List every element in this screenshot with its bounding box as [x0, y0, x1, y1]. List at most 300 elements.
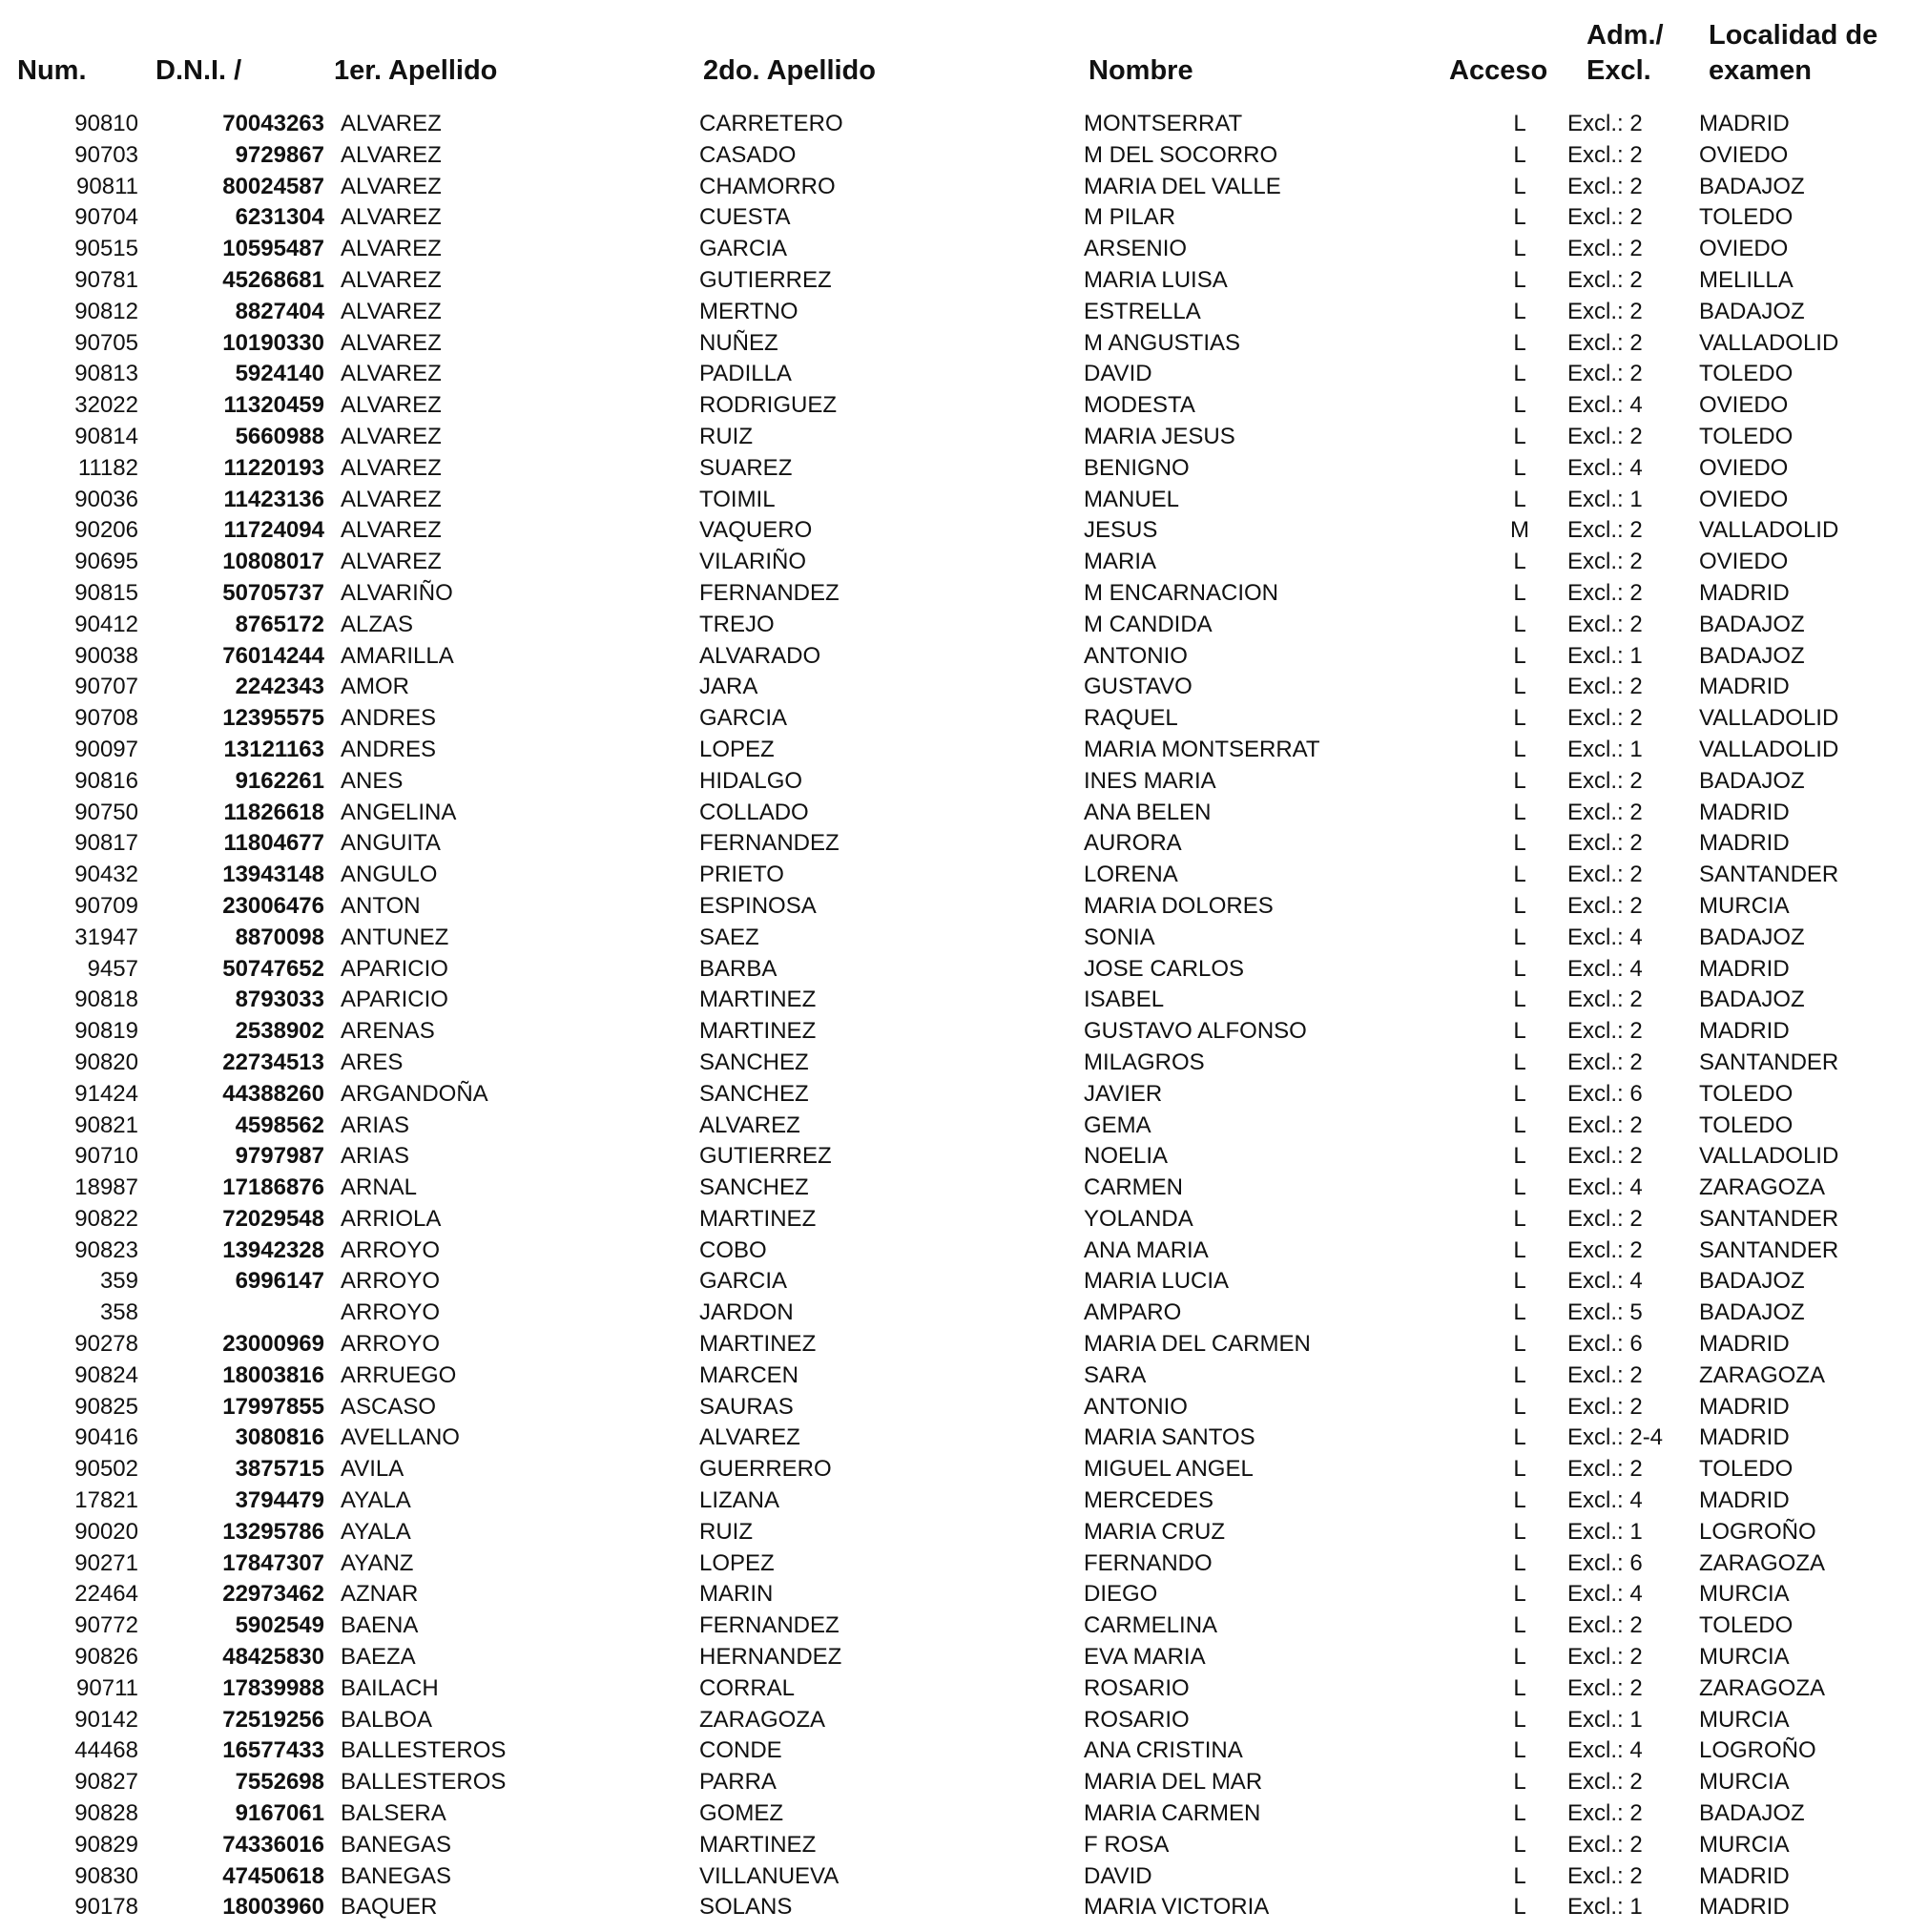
cell-adm-excl: Excl.: 2: [1567, 674, 1643, 700]
cell-apellido2: CHAMORRO: [699, 173, 836, 199]
cell-nombre: M ENCARNACION: [1084, 579, 1279, 606]
cell-acceso: L: [1513, 1361, 1526, 1388]
cell-localidad: OVIEDO: [1699, 392, 1789, 419]
cell-acceso: L: [1513, 298, 1526, 324]
cell-apellido1: ALVAREZ: [341, 423, 442, 449]
cell-nombre: ESTRELLA: [1084, 298, 1201, 324]
cell-apellido2: RODRIGUEZ: [699, 392, 837, 419]
cell-apellido1: ALVAREZ: [341, 454, 442, 481]
cell-apellido1: ASCASO: [341, 1393, 437, 1420]
cell-adm-excl: Excl.: 2: [1567, 1831, 1643, 1858]
cell-apellido1: ALVAREZ: [341, 111, 442, 136]
cell-apellido2: PRIETO: [699, 862, 784, 888]
cell-dni: 9729867: [235, 141, 324, 168]
table-row: [0, 923, 1908, 954]
cell-nombre: MERCEDES: [1084, 1487, 1214, 1514]
cell-apellido1: ARENAS: [341, 1018, 435, 1045]
table-row: [0, 1830, 1908, 1861]
cell-apellido2: GARCIA: [699, 1268, 788, 1295]
cell-num: 90703: [74, 141, 138, 168]
cell-dni: 47450618: [222, 1862, 324, 1889]
cell-acceso: L: [1513, 1143, 1526, 1170]
cell-acceso: L: [1513, 674, 1526, 700]
cell-apellido1: ALVAREZ: [341, 266, 442, 293]
cell-nombre: SARA: [1084, 1361, 1147, 1388]
cell-localidad: BADAJOZ: [1699, 1800, 1805, 1827]
table-row: [0, 202, 1908, 234]
cell-num: 90206: [74, 517, 138, 544]
cell-acceso: L: [1513, 111, 1526, 136]
cell-apellido1: ALVAREZ: [341, 204, 442, 231]
cell-nombre: MARIA DOLORES: [1084, 892, 1274, 919]
cell-apellido1: ARNAL: [341, 1174, 418, 1201]
cell-apellido1: ARROYO: [341, 1331, 441, 1358]
cell-nombre: AURORA: [1084, 830, 1182, 857]
cell-apellido2: VILLANUEVA: [699, 1862, 840, 1889]
cell-apellido2: FERNANDEZ: [699, 830, 840, 857]
cell-adm-excl: Excl.: 2: [1567, 892, 1643, 919]
cell-nombre: JOSE CARLOS: [1084, 955, 1245, 982]
cell-acceso: L: [1513, 549, 1526, 575]
cell-acceso: L: [1513, 1800, 1526, 1827]
cell-dni: 13942328: [222, 1236, 324, 1263]
cell-nombre: CARMEN: [1084, 1174, 1184, 1201]
table-row: [0, 1485, 1908, 1517]
cell-localidad: VALLADOLID: [1699, 1143, 1839, 1170]
table-row: [0, 515, 1908, 547]
cell-apellido1: ANDRES: [341, 705, 437, 732]
table-row: [0, 1173, 1908, 1204]
cell-localidad: MURCIA: [1699, 1769, 1790, 1796]
cell-dni: 9167061: [235, 1800, 324, 1827]
cell-nombre: EVA MARIA: [1084, 1644, 1206, 1671]
cell-nombre: ANA BELEN: [1084, 799, 1212, 825]
cell-num: 90820: [74, 1049, 138, 1075]
table-row: [0, 1361, 1908, 1392]
cell-adm-excl: Excl.: 1: [1567, 1894, 1643, 1921]
cell-adm-excl: Excl.: 4: [1567, 924, 1643, 950]
cell-localidad: BADAJOZ: [1699, 767, 1805, 794]
cell-nombre: MONTSERRAT: [1084, 111, 1243, 136]
cell-localidad: MADRID: [1699, 1894, 1790, 1921]
cell-apellido2: SUAREZ: [699, 454, 793, 481]
cell-acceso: L: [1513, 1331, 1526, 1358]
cell-num: 18987: [74, 1174, 138, 1201]
cell-nombre: AMPARO: [1084, 1299, 1182, 1326]
cell-num: 358: [99, 1299, 138, 1326]
cell-nombre: M CANDIDA: [1084, 611, 1213, 637]
cell-num: 90707: [74, 674, 138, 700]
cell-apellido1: BALSERA: [341, 1800, 446, 1827]
cell-dni: 13295786: [222, 1518, 324, 1545]
cell-acceso: L: [1513, 329, 1526, 356]
table-row: [0, 985, 1908, 1016]
cell-num: 17821: [74, 1487, 138, 1514]
cell-localidad: SANTANDER: [1699, 1049, 1839, 1075]
cell-dni: 72519256: [222, 1706, 324, 1733]
cell-acceso: L: [1513, 173, 1526, 199]
cell-apellido1: AVILA: [341, 1456, 404, 1483]
cell-apellido2: MARTINEZ: [699, 1205, 817, 1232]
cell-localidad: SANTANDER: [1699, 1205, 1839, 1232]
cell-num: 31947: [74, 924, 138, 950]
cell-acceso: L: [1513, 611, 1526, 637]
cell-adm-excl: Excl.: 2: [1567, 1644, 1643, 1671]
cell-dni: 22734513: [222, 1049, 324, 1075]
cell-num: 90750: [74, 799, 138, 825]
cell-localidad: MADRID: [1699, 1862, 1790, 1889]
cell-acceso: L: [1513, 486, 1526, 512]
cell-acceso: L: [1513, 767, 1526, 794]
cell-num: 90826: [74, 1644, 138, 1671]
cell-num: 44468: [74, 1737, 138, 1764]
cell-num: 22464: [74, 1581, 138, 1608]
cell-localidad: VALLADOLID: [1699, 736, 1839, 762]
cell-apellido2: GOMEZ: [699, 1800, 783, 1827]
header-nombre: Nombre: [1089, 55, 1193, 86]
table-row: [0, 1454, 1908, 1485]
cell-nombre: M DEL SOCORRO: [1084, 141, 1278, 168]
cell-dni: 6996147: [235, 1268, 324, 1295]
cell-num: 359: [99, 1268, 138, 1295]
cell-adm-excl: Excl.: 2: [1567, 1143, 1643, 1170]
cell-apellido1: ALVAREZ: [341, 486, 442, 512]
cell-apellido2: SAEZ: [699, 924, 759, 950]
table-row: [0, 1548, 1908, 1580]
cell-apellido2: TREJO: [699, 611, 775, 637]
cell-dni: 3875715: [235, 1456, 324, 1483]
cell-nombre: MODESTA: [1084, 392, 1195, 419]
cell-localidad: MELILLA: [1699, 266, 1794, 293]
cell-nombre: FERNANDO: [1084, 1549, 1213, 1576]
cell-adm-excl: Excl.: 2: [1567, 329, 1643, 356]
cell-adm-excl: Excl.: 6: [1567, 1080, 1643, 1107]
cell-num: 90695: [74, 549, 138, 575]
cell-num: 90432: [74, 862, 138, 888]
cell-num: 90822: [74, 1205, 138, 1232]
cell-num: 91424: [74, 1080, 138, 1107]
cell-adm-excl: Excl.: 2: [1567, 579, 1643, 606]
cell-nombre: BENIGNO: [1084, 454, 1190, 481]
cell-apellido2: LOPEZ: [699, 1549, 775, 1576]
cell-apellido2: SOLANS: [699, 1894, 793, 1921]
cell-dni: 11320459: [223, 392, 324, 419]
cell-apellido2: RUIZ: [699, 423, 753, 449]
header-apellido2: 2do. Apellido: [703, 55, 876, 86]
cell-apellido1: AVELLANO: [341, 1424, 460, 1451]
cell-localidad: TOLEDO: [1699, 204, 1794, 231]
cell-acceso: L: [1513, 1549, 1526, 1576]
cell-localidad: BADAJOZ: [1699, 298, 1805, 324]
cell-apellido1: AMARILLA: [341, 642, 454, 669]
cell-nombre: ANTONIO: [1084, 642, 1188, 669]
cell-num: 90412: [74, 611, 138, 637]
table-row: [0, 1767, 1908, 1798]
cell-num: 90708: [74, 705, 138, 732]
cell-num: 90817: [74, 830, 138, 857]
cell-acceso: L: [1513, 361, 1526, 387]
cell-adm-excl: Excl.: 2: [1567, 111, 1643, 136]
cell-acceso: L: [1513, 1674, 1526, 1701]
cell-nombre: ISABEL: [1084, 987, 1165, 1013]
table-row: [0, 1861, 1908, 1893]
cell-nombre: YOLANDA: [1084, 1205, 1193, 1232]
cell-nombre: GEMA: [1084, 1111, 1151, 1138]
cell-num: 90815: [74, 579, 138, 606]
table-row: [0, 328, 1908, 360]
table-row: [0, 234, 1908, 265]
cell-apellido1: BAQUER: [341, 1894, 438, 1921]
cell-adm-excl: Excl.: 4: [1567, 1737, 1643, 1764]
cell-nombre: ANA MARIA: [1084, 1236, 1209, 1263]
cell-acceso: L: [1513, 1205, 1526, 1232]
cell-apellido1: AMOR: [341, 674, 409, 700]
header-num: Num.: [17, 55, 87, 86]
table-row: [0, 578, 1908, 610]
cell-adm-excl: Excl.: 1: [1567, 1706, 1643, 1733]
cell-localidad: MADRID: [1699, 674, 1790, 700]
cell-localidad: BADAJOZ: [1699, 1299, 1805, 1326]
cell-localidad: ZARAGOZA: [1699, 1549, 1826, 1576]
cell-apellido2: GUTIERREZ: [699, 266, 832, 293]
cell-apellido1: AYALA: [341, 1487, 411, 1514]
cell-nombre: ROSARIO: [1084, 1674, 1190, 1701]
cell-adm-excl: Excl.: 2: [1567, 204, 1643, 231]
cell-apellido1: ANTUNEZ: [341, 924, 449, 950]
cell-dni: 10808017: [222, 549, 324, 575]
cell-adm-excl: Excl.: 2: [1567, 266, 1643, 293]
cell-acceso: L: [1513, 141, 1526, 168]
cell-apellido2: MERTNO: [699, 298, 798, 324]
cell-adm-excl: Excl.: 4: [1567, 1268, 1643, 1295]
cell-apellido1: ARIAS: [341, 1143, 410, 1170]
cell-apellido2: JARA: [699, 674, 758, 700]
cell-num: 90827: [74, 1769, 138, 1796]
cell-localidad: BADAJOZ: [1699, 987, 1805, 1013]
cell-adm-excl: Excl.: 1: [1567, 642, 1643, 669]
table-row: [0, 954, 1908, 986]
cell-localidad: ZARAGOZA: [1699, 1674, 1826, 1701]
cell-nombre: DAVID: [1084, 1862, 1152, 1889]
table-row: [0, 422, 1908, 453]
cell-nombre: SONIA: [1084, 924, 1155, 950]
table-row: [0, 1673, 1908, 1705]
cell-num: 90705: [74, 329, 138, 356]
cell-apellido1: ANGELINA: [341, 799, 457, 825]
cell-adm-excl: Excl.: 2: [1567, 1393, 1643, 1420]
cell-acceso: L: [1513, 799, 1526, 825]
cell-apellido2: SANCHEZ: [699, 1174, 809, 1201]
table-row: [0, 1735, 1908, 1767]
cell-dni: 4598562: [235, 1111, 324, 1138]
cell-dni: 72029548: [222, 1205, 324, 1232]
cell-localidad: MADRID: [1699, 1424, 1790, 1451]
cell-adm-excl: Excl.: 4: [1567, 1581, 1643, 1608]
cell-acceso: L: [1513, 1862, 1526, 1889]
cell-num: 90710: [74, 1143, 138, 1170]
cell-acceso: L: [1513, 1018, 1526, 1045]
cell-localidad: MURCIA: [1699, 1831, 1790, 1858]
table-row: [0, 1298, 1908, 1329]
cell-num: 90502: [74, 1456, 138, 1483]
cell-nombre: LORENA: [1084, 862, 1178, 888]
cell-apellido2: COBO: [699, 1236, 767, 1263]
cell-num: 90709: [74, 892, 138, 919]
cell-apellido1: BAILACH: [341, 1674, 439, 1701]
cell-adm-excl: Excl.: 2: [1567, 173, 1643, 199]
cell-localidad: TOLEDO: [1699, 1080, 1794, 1107]
cell-dni: 5660988: [235, 423, 324, 449]
cell-apellido2: JARDON: [699, 1299, 794, 1326]
cell-acceso: L: [1513, 1769, 1526, 1796]
cell-dni: 6231304: [235, 204, 324, 231]
cell-acceso: L: [1513, 736, 1526, 762]
cell-num: 90711: [76, 1674, 138, 1701]
cell-localidad: MURCIA: [1699, 1706, 1790, 1733]
cell-dni: 50705737: [222, 579, 324, 606]
cell-dni: 5902549: [235, 1612, 324, 1639]
cell-adm-excl: Excl.: 2: [1567, 1769, 1643, 1796]
cell-dni: 12395575: [222, 705, 324, 732]
cell-dni: 9162261: [235, 767, 324, 794]
cell-acceso: L: [1513, 924, 1526, 950]
cell-apellido1: AYALA: [341, 1518, 411, 1545]
table-row: [0, 265, 1908, 297]
cell-dni: 17847307: [222, 1549, 324, 1576]
cell-dni: 11423136: [223, 486, 324, 512]
table-row: [0, 485, 1908, 516]
cell-localidad: ZARAGOZA: [1699, 1361, 1826, 1388]
header-localidad-line1: Localidad de: [1709, 20, 1878, 51]
cell-apellido1: BALLESTEROS: [341, 1737, 507, 1764]
cell-apellido2: MARTINEZ: [699, 1331, 817, 1358]
table-row: [0, 1329, 1908, 1361]
cell-num: 90824: [74, 1361, 138, 1388]
cell-apellido1: BANEGAS: [341, 1862, 452, 1889]
cell-dni: 8870098: [235, 924, 324, 950]
cell-num: 90825: [74, 1393, 138, 1420]
cell-apellido2: CUESTA: [699, 204, 791, 231]
table-row: [0, 1079, 1908, 1111]
cell-apellido1: ARES: [341, 1049, 404, 1075]
cell-dni: 3794479: [235, 1487, 324, 1514]
cell-acceso: L: [1513, 1268, 1526, 1295]
cell-localidad: MURCIA: [1699, 1644, 1790, 1671]
cell-acceso: L: [1513, 1080, 1526, 1107]
cell-apellido1: ARROYO: [341, 1236, 441, 1263]
cell-adm-excl: Excl.: 2: [1567, 799, 1643, 825]
cell-acceso: L: [1513, 1737, 1526, 1764]
table-row: [0, 1798, 1908, 1830]
cell-nombre: JESUS: [1084, 517, 1158, 544]
table-row: [0, 860, 1908, 891]
cell-apellido1: BALBOA: [341, 1706, 433, 1733]
cell-localidad: MADRID: [1699, 111, 1790, 136]
cell-localidad: TOLEDO: [1699, 361, 1794, 387]
cell-localidad: MADRID: [1699, 830, 1790, 857]
cell-acceso: L: [1513, 1424, 1526, 1451]
cell-apellido1: ALVAREZ: [341, 549, 442, 575]
cell-localidad: MADRID: [1699, 1018, 1790, 1045]
cell-apellido1: ALVAREZ: [341, 329, 442, 356]
cell-dni: 17839988: [222, 1674, 324, 1701]
cell-adm-excl: Excl.: 2: [1567, 1111, 1643, 1138]
cell-nombre: MARIA VICTORIA: [1084, 1894, 1270, 1921]
cell-localidad: SANTANDER: [1699, 1236, 1839, 1263]
cell-localidad: LOGROÑO: [1699, 1737, 1816, 1764]
table-row: [0, 1579, 1908, 1610]
cell-acceso: L: [1513, 1049, 1526, 1075]
cell-nombre: DIEGO: [1084, 1581, 1158, 1608]
cell-adm-excl: Excl.: 4: [1567, 1174, 1643, 1201]
cell-nombre: INES MARIA: [1084, 767, 1216, 794]
cell-adm-excl: Excl.: 2: [1567, 361, 1643, 387]
cell-apellido2: ALVARADO: [699, 642, 821, 669]
cell-adm-excl: Excl.: 2: [1567, 1018, 1643, 1045]
cell-apellido1: ARGANDOÑA: [341, 1080, 488, 1107]
cell-acceso: L: [1513, 987, 1526, 1013]
cell-apellido2: ALVAREZ: [699, 1424, 800, 1451]
cell-nombre: F ROSA: [1084, 1831, 1170, 1858]
cell-adm-excl: Excl.: 4: [1567, 1487, 1643, 1514]
cell-dni: 3080816: [235, 1424, 324, 1451]
cell-apellido2: SANCHEZ: [699, 1049, 809, 1075]
table-row: [0, 1204, 1908, 1236]
cell-acceso: L: [1513, 1831, 1526, 1858]
cell-localidad: SANTANDER: [1699, 862, 1839, 888]
cell-acceso: L: [1513, 1581, 1526, 1608]
cell-adm-excl: Excl.: 5: [1567, 1299, 1643, 1326]
cell-apellido2: CORRAL: [699, 1674, 796, 1701]
cell-localidad: OVIEDO: [1699, 236, 1789, 262]
cell-nombre: NOELIA: [1084, 1143, 1169, 1170]
cell-adm-excl: Excl.: 2: [1567, 830, 1643, 857]
cell-apellido2: MARCEN: [699, 1361, 799, 1388]
cell-num: 90515: [74, 236, 138, 262]
cell-nombre: ROSARIO: [1084, 1706, 1190, 1733]
cell-acceso: L: [1513, 892, 1526, 919]
cell-num: 90097: [74, 736, 138, 762]
table-row: [0, 1705, 1908, 1736]
cell-dni: 10595487: [222, 236, 324, 262]
header-localidad-line2: examen: [1709, 55, 1813, 86]
cell-num: 90813: [74, 361, 138, 387]
cell-nombre: MARIA CARMEN: [1084, 1800, 1261, 1827]
cell-dni: 44388260: [222, 1080, 324, 1107]
cell-dni: 76014244: [222, 642, 324, 669]
cell-adm-excl: Excl.: 4: [1567, 454, 1643, 481]
cell-localidad: OVIEDO: [1699, 486, 1789, 512]
header-acceso: Acceso: [1449, 55, 1548, 86]
cell-apellido2: GARCIA: [699, 705, 788, 732]
cell-num: 90278: [74, 1331, 138, 1358]
cell-apellido1: AYANZ: [341, 1549, 414, 1576]
cell-num: 32022: [74, 392, 138, 419]
cell-apellido2: GARCIA: [699, 236, 788, 262]
table-row: [0, 641, 1908, 673]
cell-apellido2: FERNANDEZ: [699, 1612, 840, 1639]
cell-dni: 9797987: [235, 1143, 324, 1170]
cell-apellido1: APARICIO: [341, 987, 448, 1013]
cell-adm-excl: Excl.: 1: [1567, 736, 1643, 762]
cell-localidad: MADRID: [1699, 799, 1790, 825]
table-row: [0, 828, 1908, 860]
cell-localidad: BADAJOZ: [1699, 1268, 1805, 1295]
cell-apellido2: CONDE: [699, 1737, 782, 1764]
cell-nombre: MARIA DEL VALLE: [1084, 173, 1281, 199]
cell-nombre: MARIA LUCIA: [1084, 1268, 1230, 1295]
cell-nombre: M ANGUSTIAS: [1084, 329, 1241, 356]
